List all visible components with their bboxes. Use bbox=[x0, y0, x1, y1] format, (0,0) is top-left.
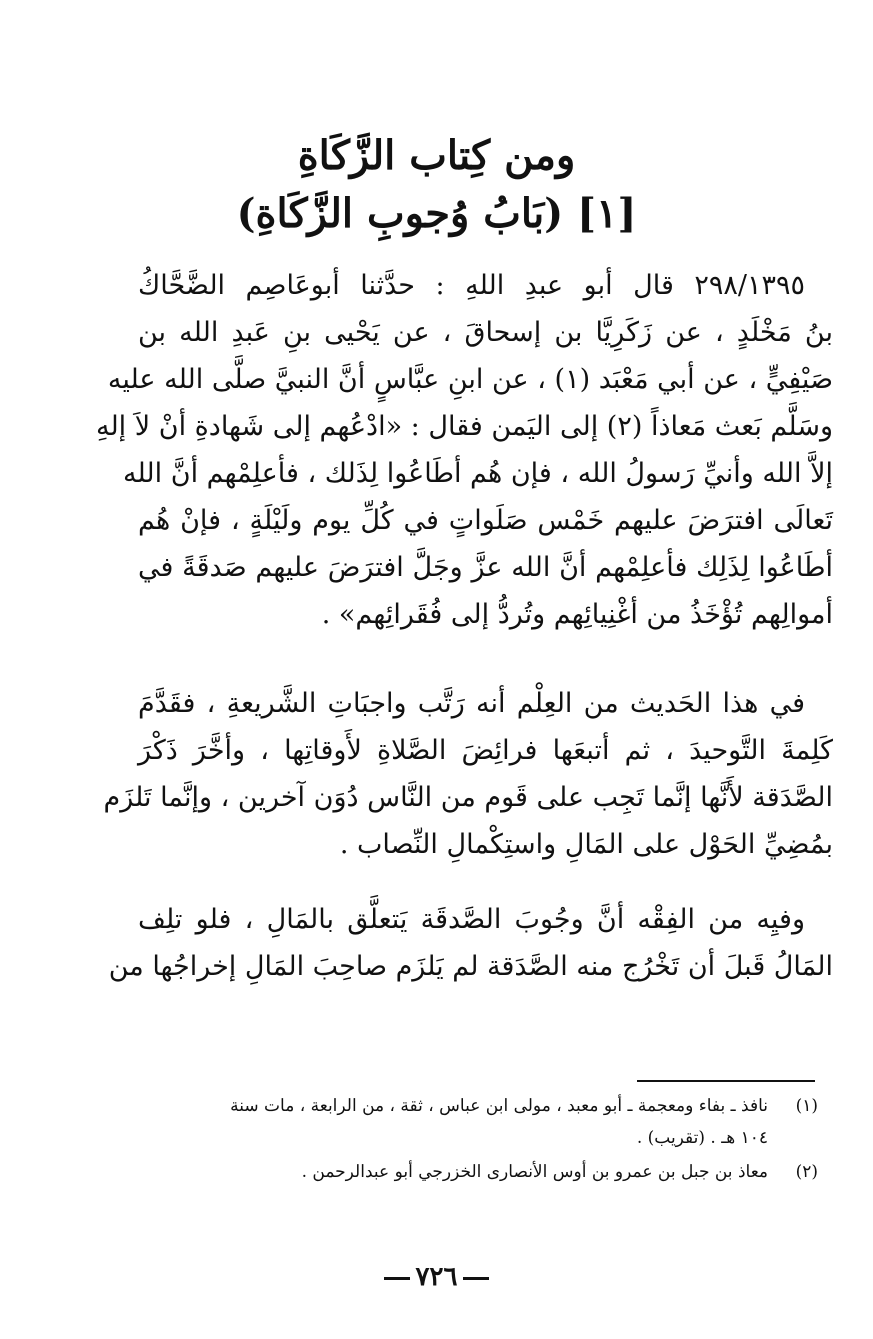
text-line: الصَّدَقة لأَنَّها إنَّما تَجِب على قَوم من النَّاس دُوَن آخرين ، وإنَّما تَلزَم bbox=[103, 782, 833, 813]
text-line: أطَاعُوا لِذَلِك فأعلِمْهم أنَّ الله عزَّ وجَلَّ افترَضَ عليهم صَدقَةً في bbox=[138, 552, 833, 583]
footnote bbox=[150, 1156, 818, 1188]
page-number bbox=[0, 1262, 873, 1292]
text-line: في هذا الحَديث من العِلْم أنه رَتَّب واجبَاتِ الشَّريعةِ ، فقَدَّمَ bbox=[138, 688, 805, 719]
chapter-title: ومن كِتاب الزَّكَاةِ bbox=[297, 132, 576, 179]
footnote-line: معاذ بن جبل بن عمرو بن أوس الأنصارى الخزرجي أبو عبدالرحمن . bbox=[301, 1162, 768, 1182]
section-title: [١] (بَابُ وُجوبِ الزَّكَاةِ) bbox=[236, 190, 637, 237]
footnote-text bbox=[150, 1090, 768, 1154]
text-line: كَلِمةَ التَّوحيدَ ، ثم أتبعَها فرائِضَ الصَّلاةِ لأَوقاتِها ، وأخَّرَ ذَكْرَ bbox=[138, 735, 833, 766]
text-line: إلاَّ الله وأنيِّ رَسولُ الله ، فإن هُم أطَاعُوا لِذَلك ، فأعلِمْهم أنَّ الله bbox=[123, 458, 833, 489]
page-number-value: ٧٢٦ bbox=[415, 1262, 458, 1292]
hadith-paragraph bbox=[95, 262, 833, 638]
footnote-line: ١٠٤ هـ . (تقريب) . bbox=[636, 1128, 768, 1148]
text-line: بنُ مَخْلَدٍ ، عن زَكَرِيَّا بن إسحاقَ ، عن يَحْيى بنِ عَبدِ الله بن bbox=[138, 317, 833, 348]
text-line: تَعالَى افترَضَ عليهم خَمْس صَلَواتٍ في كُلِّ يوم ولَيْلَةٍ ، فإنْ هُم bbox=[138, 505, 833, 536]
footnote-text bbox=[150, 1156, 768, 1188]
footnote-divider bbox=[637, 1080, 815, 1082]
text-line: صَيْفِيٍّ ، عن أبي مَعْبَد (١) ، عن ابنِ عبَّاسٍ أنَّ النبيَّ صلَّى الله عليه bbox=[107, 364, 833, 395]
fiqh-paragraph bbox=[108, 896, 833, 990]
text-line: أموالِهم تُؤْخَذُ من أغْنِيائِهم وتُردُّ إلى فُقَرائِهم» . bbox=[321, 599, 833, 630]
commentary-paragraph bbox=[103, 680, 833, 868]
text-line: المَالُ قَبلَ أن تَخْرُج منه الصَّدَقة لم يَلزَم صاحِبَ المَالِ إخراجُها من bbox=[108, 951, 833, 982]
page-number-dash bbox=[384, 1277, 410, 1280]
footnote bbox=[150, 1090, 818, 1154]
page-number-dash bbox=[463, 1277, 489, 1280]
footnotes bbox=[150, 1090, 818, 1190]
text-line: ٢٩٨/١٣٩٥ قال أبو عبدِ اللهِ : حدَّثنا أبوعَاصِم الضَّحَّاكُ bbox=[138, 270, 805, 301]
footnote-number: (٢) bbox=[795, 1162, 818, 1182]
text-line: وسَلَّم بَعث مَعاذاً (٢) إلى اليَمن فقال : «ادْعُهم إلى شَهادةِ أنْ لاَ إلهِ bbox=[95, 411, 833, 442]
footnote-line: نافذ ـ بفاء ومعجمة ـ أبو معبد ، مولى ابن عباس ، ثقة ، من الرابعة ، مات سنة bbox=[230, 1096, 768, 1116]
text-line: وفيِه من الفِقْه أنَّ وجُوبَ الصَّدقَة يَتعلَّق بالمَالِ ، فلو تلِف bbox=[138, 904, 805, 935]
text-line: بمُضِيِّ الحَوْل على المَالِ واستِكْمالِ النِّصاب . bbox=[339, 829, 833, 860]
footnote-number: (١) bbox=[795, 1096, 818, 1116]
